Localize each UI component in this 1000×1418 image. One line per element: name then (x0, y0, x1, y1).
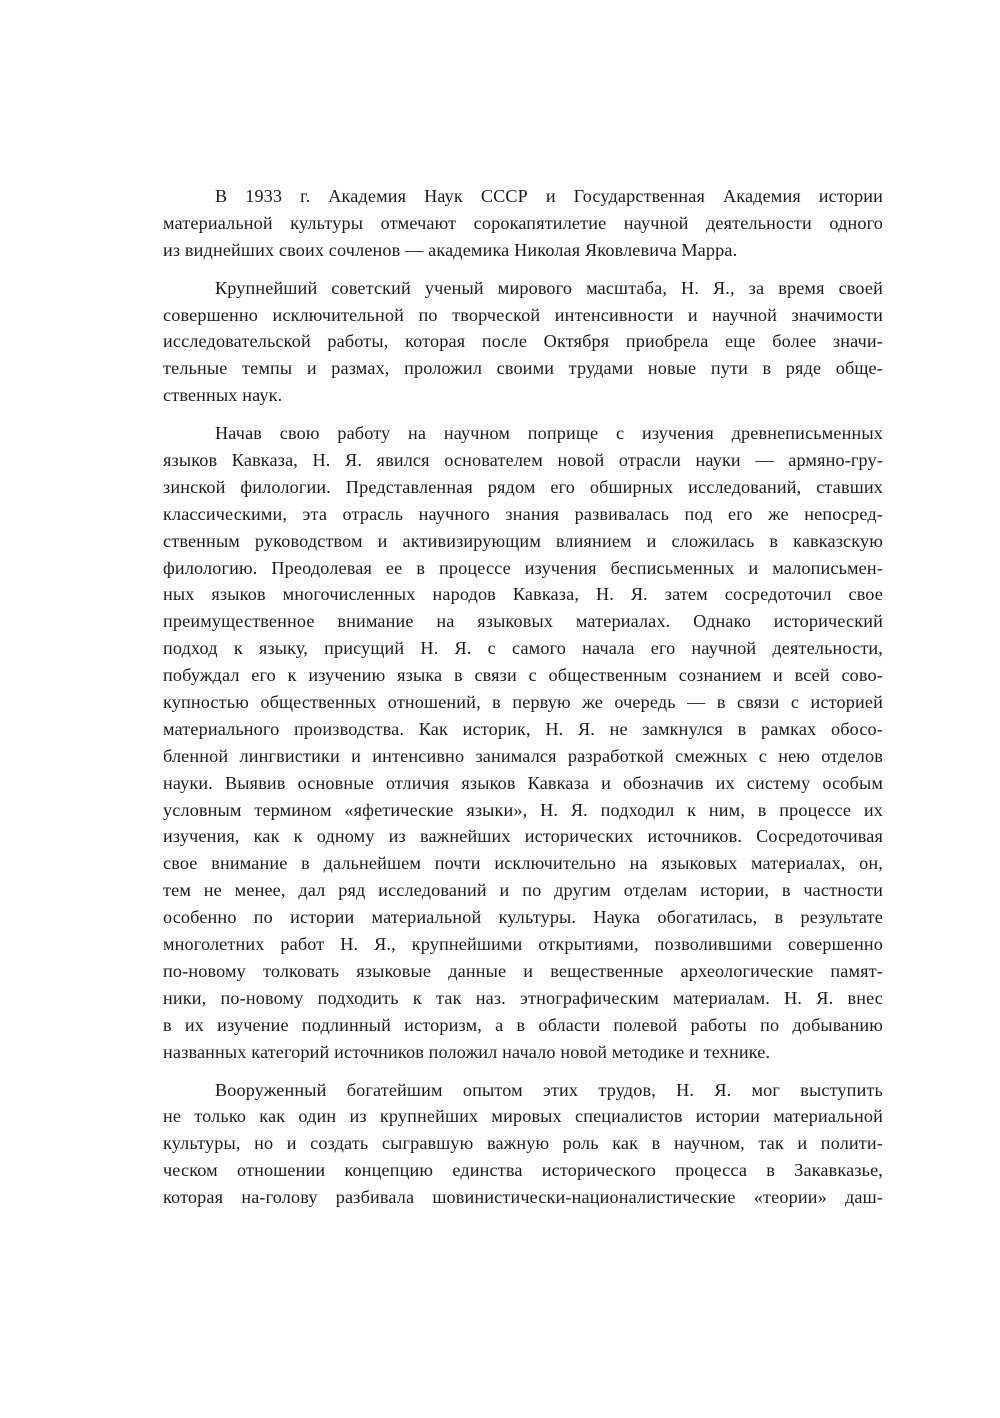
paragraph-1 (163, 183, 883, 264)
text-line: Вооруженный богатейшим опытом этих трудов, Н. Я. мог выступить (215, 1079, 883, 1100)
text-line: бленной лингвистики и интенсивно занимался разработкой смежных с нею отделов (163, 745, 883, 766)
text-line: В 1933 г. Академия Наук СССР и Государственная Академия истории (215, 186, 883, 206)
paragraph-2 (163, 275, 883, 409)
text-line: Крупнейший советский ученый мирового масштаба, Н. Я., за время своей (215, 277, 883, 298)
paragraph-3 (163, 420, 883, 1065)
text-line: науки. Выявив основные отличия языков Кавказа и обозначив их систему особым (163, 772, 883, 793)
text-line: совершенно исключительной по творческой интенсивности и научной значимости (163, 304, 883, 325)
text-line: подход к языку, присущий Н. Я. с самого начала его научной деятельности, (163, 638, 883, 659)
text-line: исследовательской работы, которая после Октября приобрела еще более значи- (163, 331, 883, 352)
text-line: материальной культуры отмечают сорокапятилетие научной деятельности одного (163, 212, 883, 233)
text-line: из виднейших своих сочленов — академика Николая Яковлевича Марра. (163, 239, 738, 260)
text-line: изучения, как к одному из важнейших исторических источников. Сосредоточивая (163, 826, 883, 847)
text-line: особенно по истории материальной культуры. Наука обогатилась, в результате (163, 907, 883, 928)
text-line: многолетних работ Н. Я., крупнейшими открытиями, позволившими совершенно (163, 934, 883, 955)
text-line: тем не менее, дал ряд исследований и по другим отделам истории, в частности (163, 880, 883, 901)
text-line: филологию. Преодолевая ее в процессе изучения бесписьменных и малописьмен- (163, 557, 883, 578)
body-text (163, 183, 883, 1211)
text-line: зинской филологии. Представленная рядом его обширных исследований, ставших (163, 476, 883, 497)
text-line: ных языков многочисленных народов Кавказа, Н. Я. затем сосредоточил свое (163, 584, 883, 605)
text-line: преимущественное внимание на языковых материалах. Однако исторический (163, 611, 883, 632)
text-line: условным термином «яфетические языки», Н. Я. подходил к ним, в процессе их (163, 799, 883, 820)
text-line: ческом отношении концепцию единства исторического процесса в Закавказье, (163, 1160, 883, 1181)
text-line: материального производства. Как историк, Н. Я. не замкнулся в рамках обосо- (163, 718, 883, 739)
text-line: не только как один из крупнейших мировых специалистов истории материальной (163, 1106, 883, 1127)
paragraph-4 (163, 1077, 883, 1211)
text-line: тельные темпы и размах, проложил своими трудами новые пути в ряде обще- (163, 358, 883, 379)
text-line: которая на-голову разбивала шовинистически-националистические «теории» даш- (163, 1187, 883, 1208)
text-line: ники, по-новому подходить к так наз. этнографическим материалам. Н. Я. внес (163, 987, 883, 1008)
text-line: купностью общественных отношений, в первую же очередь — в связи с историей (163, 692, 883, 713)
text-line: культуры, но и создать сыгравшую важную роль как в научном, так и полити- (163, 1133, 883, 1154)
text-line: свое внимание в дальнейшем почти исключительно на языковых материалах, он, (163, 853, 883, 874)
text-line: в их изучение подлинный историзм, а в области полевой работы по добыванию (163, 1014, 883, 1035)
text-line: Начав свою работу на научном поприще с изучения древнеписьменных (215, 423, 883, 444)
text-line: классическими, эта отрасль научного знания развивалась под его же непосред- (163, 503, 883, 524)
text-line: по-новому толковать языковые данные и вещественные археологические памят- (163, 960, 883, 981)
text-line: названных категорий источников положил начало новой методике и технике. (163, 1041, 771, 1062)
text-line: ственным руководством и активизирующим влиянием и сложилась в кавказскую (163, 530, 883, 551)
text-line: побуждал его к изучению языка в связи с общественным сознанием и всей сово- (163, 665, 883, 686)
text-line: языков Кавказа, Н. Я. явился основателем новой отрасли науки — армяно-гру- (163, 450, 883, 471)
text-line: ственных наук. (163, 385, 283, 406)
